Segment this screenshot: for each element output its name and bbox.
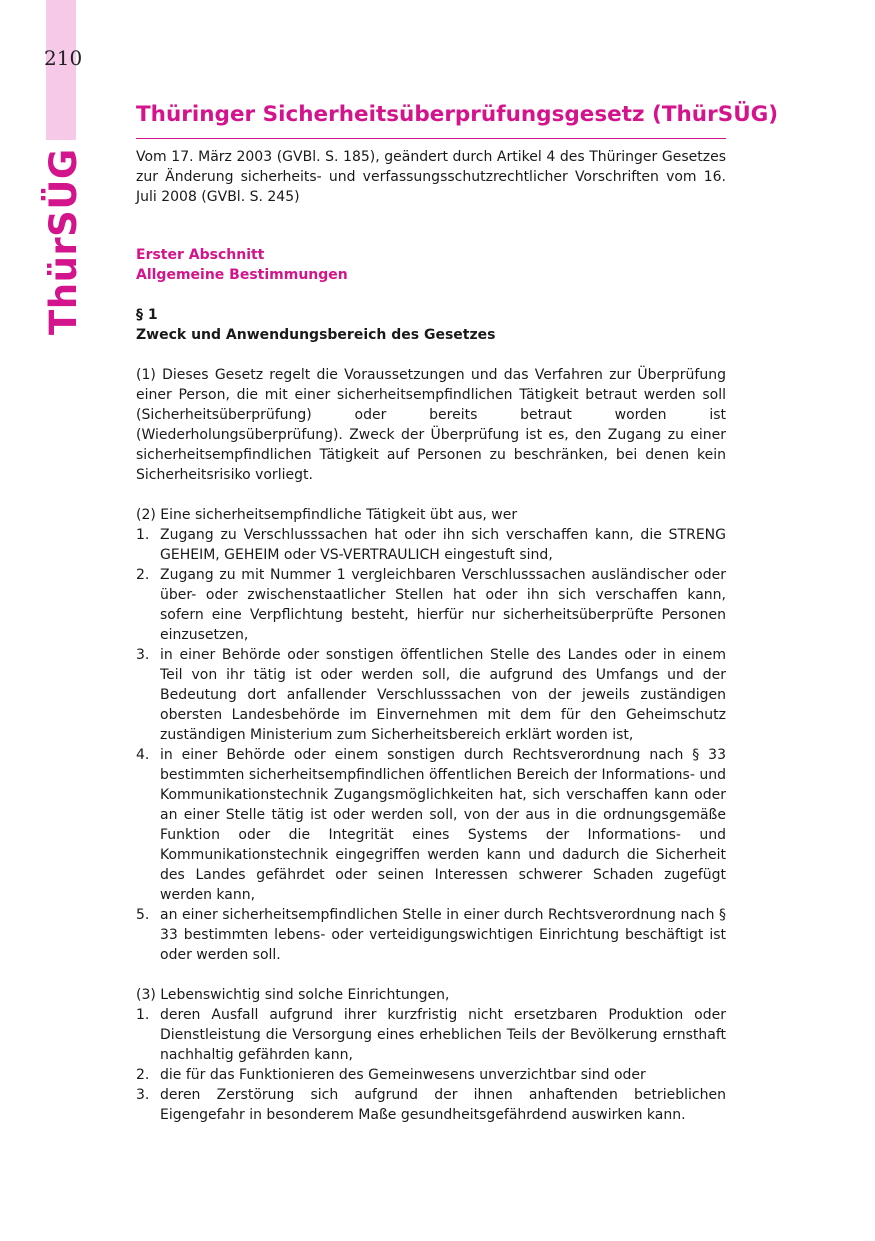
list-item — [136, 1065, 726, 1085]
section-title: Allgemeine Bestimmungen — [136, 267, 348, 283]
paragraph-number: § 1 — [136, 307, 158, 323]
list-item — [136, 1005, 726, 1065]
list-item — [136, 645, 726, 745]
absatz-3-list — [136, 1005, 726, 1125]
preamble: Vom 17. März 2003 (GVBl. S. 185), geändert durch Artikel 4 des Thüringer Gesetzes zur Änderung sicherheits- und verfassungsschutzrechtlicher Vorschriften vom 16. Juli 2008 (GVBl. S. 245) — [136, 149, 726, 205]
absatz-2-list — [136, 525, 726, 965]
side-color-band — [46, 0, 76, 140]
list-item — [136, 905, 726, 965]
document-title: Thüringer Sicherheitsüberprüfungsgesetz (ThürSÜG) — [136, 102, 779, 127]
list-item-text: die für das Funktionieren des Gemeinwesens unverzichtbar sind oder — [160, 1067, 646, 1083]
absatz-1: (1) Dieses Gesetz regelt die Voraussetzungen und das Verfahren zur Überprüfung einer Person, die mit einer sicherheitsempfindlichen Tätigkeit betraut werden soll (Sicherheitsüberprüfung) oder bereits betraut worden ist (Wiederholungsüberprüfung). Zweck der Überprüfung ist es, den Zugang zu einer sicherheitsempfindlichen Tätigkeit auf Personen zu beschränken, bei denen kein Sicherheitsrisiko vorliegt. — [136, 367, 726, 483]
list-item — [136, 525, 726, 565]
paragraph-title: Zweck und Anwendungsbereich des Gesetzes — [136, 327, 496, 343]
list-item-text: Zugang zu mit Nummer 1 vergleichbaren Verschlusssachen ausländischer oder über- oder zwischenstaatlicher Stellen hat oder ihn sich verschaffen kann, sofern eine Verpflichtung besteht, hierfür nur sicherheitsüberprüfte Personen einzusetzen, — [160, 567, 726, 643]
side-running-title: ThürSÜG — [42, 148, 85, 335]
list-item — [136, 1085, 726, 1125]
absatz-3-lead: (3) Lebenswichtig sind solche Einrichtungen, — [136, 987, 450, 1003]
list-item-number: 2. — [136, 1067, 150, 1083]
list-item-text: Zugang zu Verschlusssachen hat oder ihn sich verschaffen kann, die STRENG GEHEIM, GEHEIM oder VS-VERTRAULICH eingestuft sind, — [160, 527, 726, 563]
list-item-number: 3. — [136, 1087, 150, 1103]
list-item-number: 1. — [136, 1007, 150, 1023]
list-item-text: deren Zerstörung sich aufgrund der ihnen anhaftenden betrieblichen Eigengefahr in besonderem Maße gesundheitsgefährdend auswirken kann. — [160, 1087, 726, 1123]
list-item-text: in einer Behörde oder einem sonstigen durch Rechtsverordnung nach § 33 bestimmten sicherheitsempfindlichen öffentlichen Bereich der Informations- und Kommunikationstechnik Zugangsmöglichkeiten hat, sich verschaffen kann oder an einer Stelle tätig ist oder werden soll, von der aus in die ordnungsgemäße Funktion oder die Integrität eines Systems der Informations- und Kommunikationstechnik eingegriffen werden kann und dadurch die Sicherheit des Landes gefährdet oder seinen Interessen schwerer Schaden zugefügt werden kann, — [160, 747, 726, 903]
list-item — [136, 565, 726, 645]
page-number: 210 — [44, 46, 83, 70]
page-content — [136, 100, 779, 1125]
section-heading — [136, 245, 726, 285]
list-item-number: 1. — [136, 527, 150, 543]
list-item-number: 4. — [136, 747, 150, 763]
absatz-2-lead: (2) Eine sicherheitsempfindliche Tätigkeit übt aus, wer — [136, 507, 518, 523]
list-item-text: an einer sicherheitsempfindlichen Stelle in einer durch Rechtsverordnung nach § 33 bestimmten lebens- oder verteidigungswichtigen Einrichtung beschäftigt ist oder werden soll. — [160, 907, 726, 963]
list-item-number: 3. — [136, 647, 150, 663]
list-item — [136, 745, 726, 905]
list-item-text: in einer Behörde oder sonstigen öffentlichen Stelle des Landes oder in einem Teil von ihr tätig ist oder werden soll, die aufgrund des Umfangs und der Bedeutung dort anfallender Verschlusssachen von der jeweils zuständigen obersten Landesbehörde im Einvernehmen mit dem für den Geheimschutz zuständigen Ministerium zum Sicherheitsbereich erklärt worden ist, — [160, 647, 726, 743]
list-item-text: deren Ausfall aufgrund ihrer kurzfristig nicht ersetzbaren Produktion oder Dienstleistung die Versorgung eines erheblichen Teils der Bevölkerung ernsthaft nachhaltig gefährden kann, — [160, 1007, 726, 1063]
list-item-number: 2. — [136, 567, 150, 583]
section-label: Erster Abschnitt — [136, 247, 265, 263]
title-divider — [136, 138, 726, 139]
list-item-number: 5. — [136, 907, 150, 923]
